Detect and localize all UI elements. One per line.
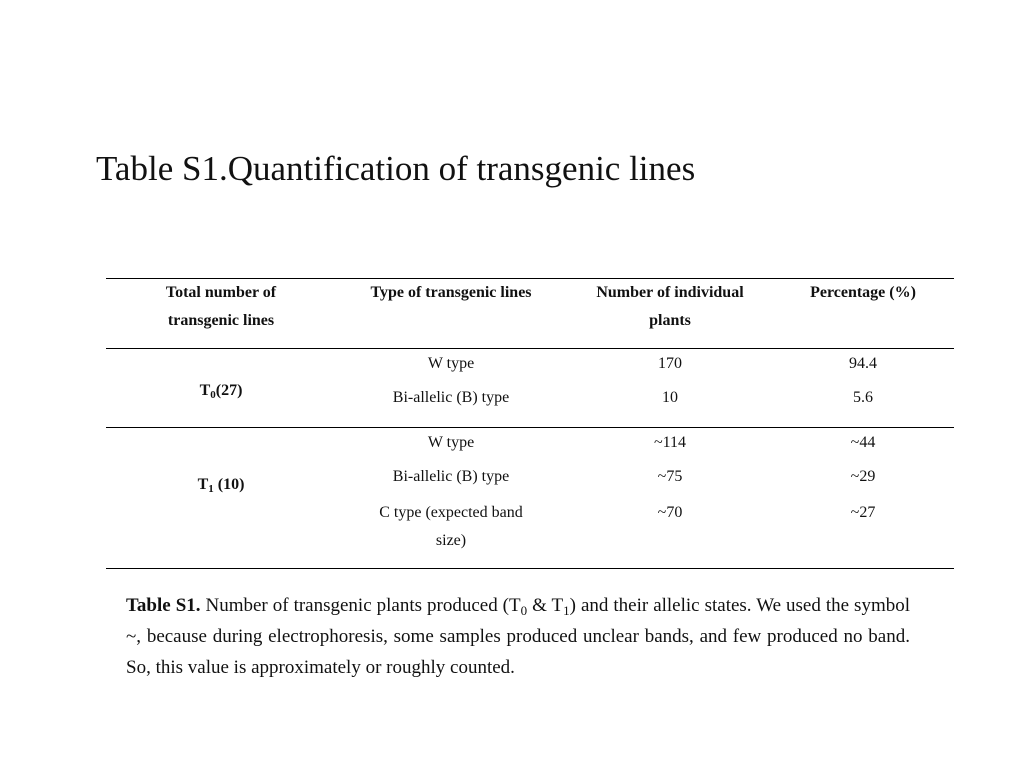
table-cell: W type [427, 434, 475, 451]
table-cell: ~70 [657, 504, 683, 521]
header-type [341, 279, 561, 307]
group-label-t0-rest: (27) [215, 382, 243, 399]
table-cell: 5.6 [853, 389, 873, 406]
table-cell: ~75 [657, 468, 683, 485]
table-cell-line1: C type (expected band [379, 504, 523, 521]
caption-subscript: 1 [563, 603, 570, 618]
header-total-number-line2: transgenic lines [167, 312, 275, 329]
table-cell-multiline [341, 499, 561, 555]
table-cell: ~27 [850, 504, 876, 521]
table-cell: ~114 [653, 434, 687, 451]
group-label-t1 [126, 471, 316, 499]
group-label-t0 [126, 377, 316, 405]
caption-text: & T [527, 595, 564, 616]
header-percentage [778, 279, 948, 307]
group-label-t1-sub: 1 [208, 483, 214, 495]
table-cell-line2: size) [435, 532, 467, 549]
table-cell: Bi-allelic (B) type [392, 468, 510, 485]
caption-lead: Table S1. [126, 595, 201, 616]
caption-text: Number of transgenic plants produced (T [200, 595, 521, 616]
group-divider-rule [106, 427, 954, 428]
table-cell: Bi-allelic (B) type [392, 389, 510, 406]
table-cell: ~29 [850, 468, 876, 485]
group-label-t0-base: T [199, 382, 211, 399]
header-percentage-label: Percentage (%) [810, 284, 916, 301]
header-number-line2: plants [649, 312, 691, 329]
table-bottom-rule [106, 568, 954, 569]
table-cell: 170 [658, 355, 682, 372]
table-cell: W type [427, 355, 475, 372]
group-label-t0-sub: 0 [210, 389, 216, 401]
table-caption [126, 590, 910, 683]
table-cell: 10 [662, 389, 678, 406]
table-cell: 94.4 [849, 355, 877, 372]
caption-text: ) and their allelic states. We used the symbol ~, because during electrophoresis, some samples produced unclear bands, and few produced no band. So, this value is approximately or roughly counted. [126, 595, 911, 678]
page-title: Table S1.Quantification of transgenic lines [96, 149, 696, 188]
header-bottom-rule [106, 348, 954, 349]
header-number-line1: Number of individual [596, 284, 744, 301]
header-number-individual [570, 279, 770, 335]
header-total-number-line1: Total number of [165, 284, 277, 301]
caption-subscript: 0 [520, 603, 528, 618]
table-cell: ~44 [850, 434, 876, 451]
group-label-t1-base: T [197, 476, 209, 493]
header-type-label: Type of transgenic lines [370, 284, 532, 301]
group-label-t1-rest: (10) [213, 476, 245, 493]
header-total-number [126, 279, 316, 335]
